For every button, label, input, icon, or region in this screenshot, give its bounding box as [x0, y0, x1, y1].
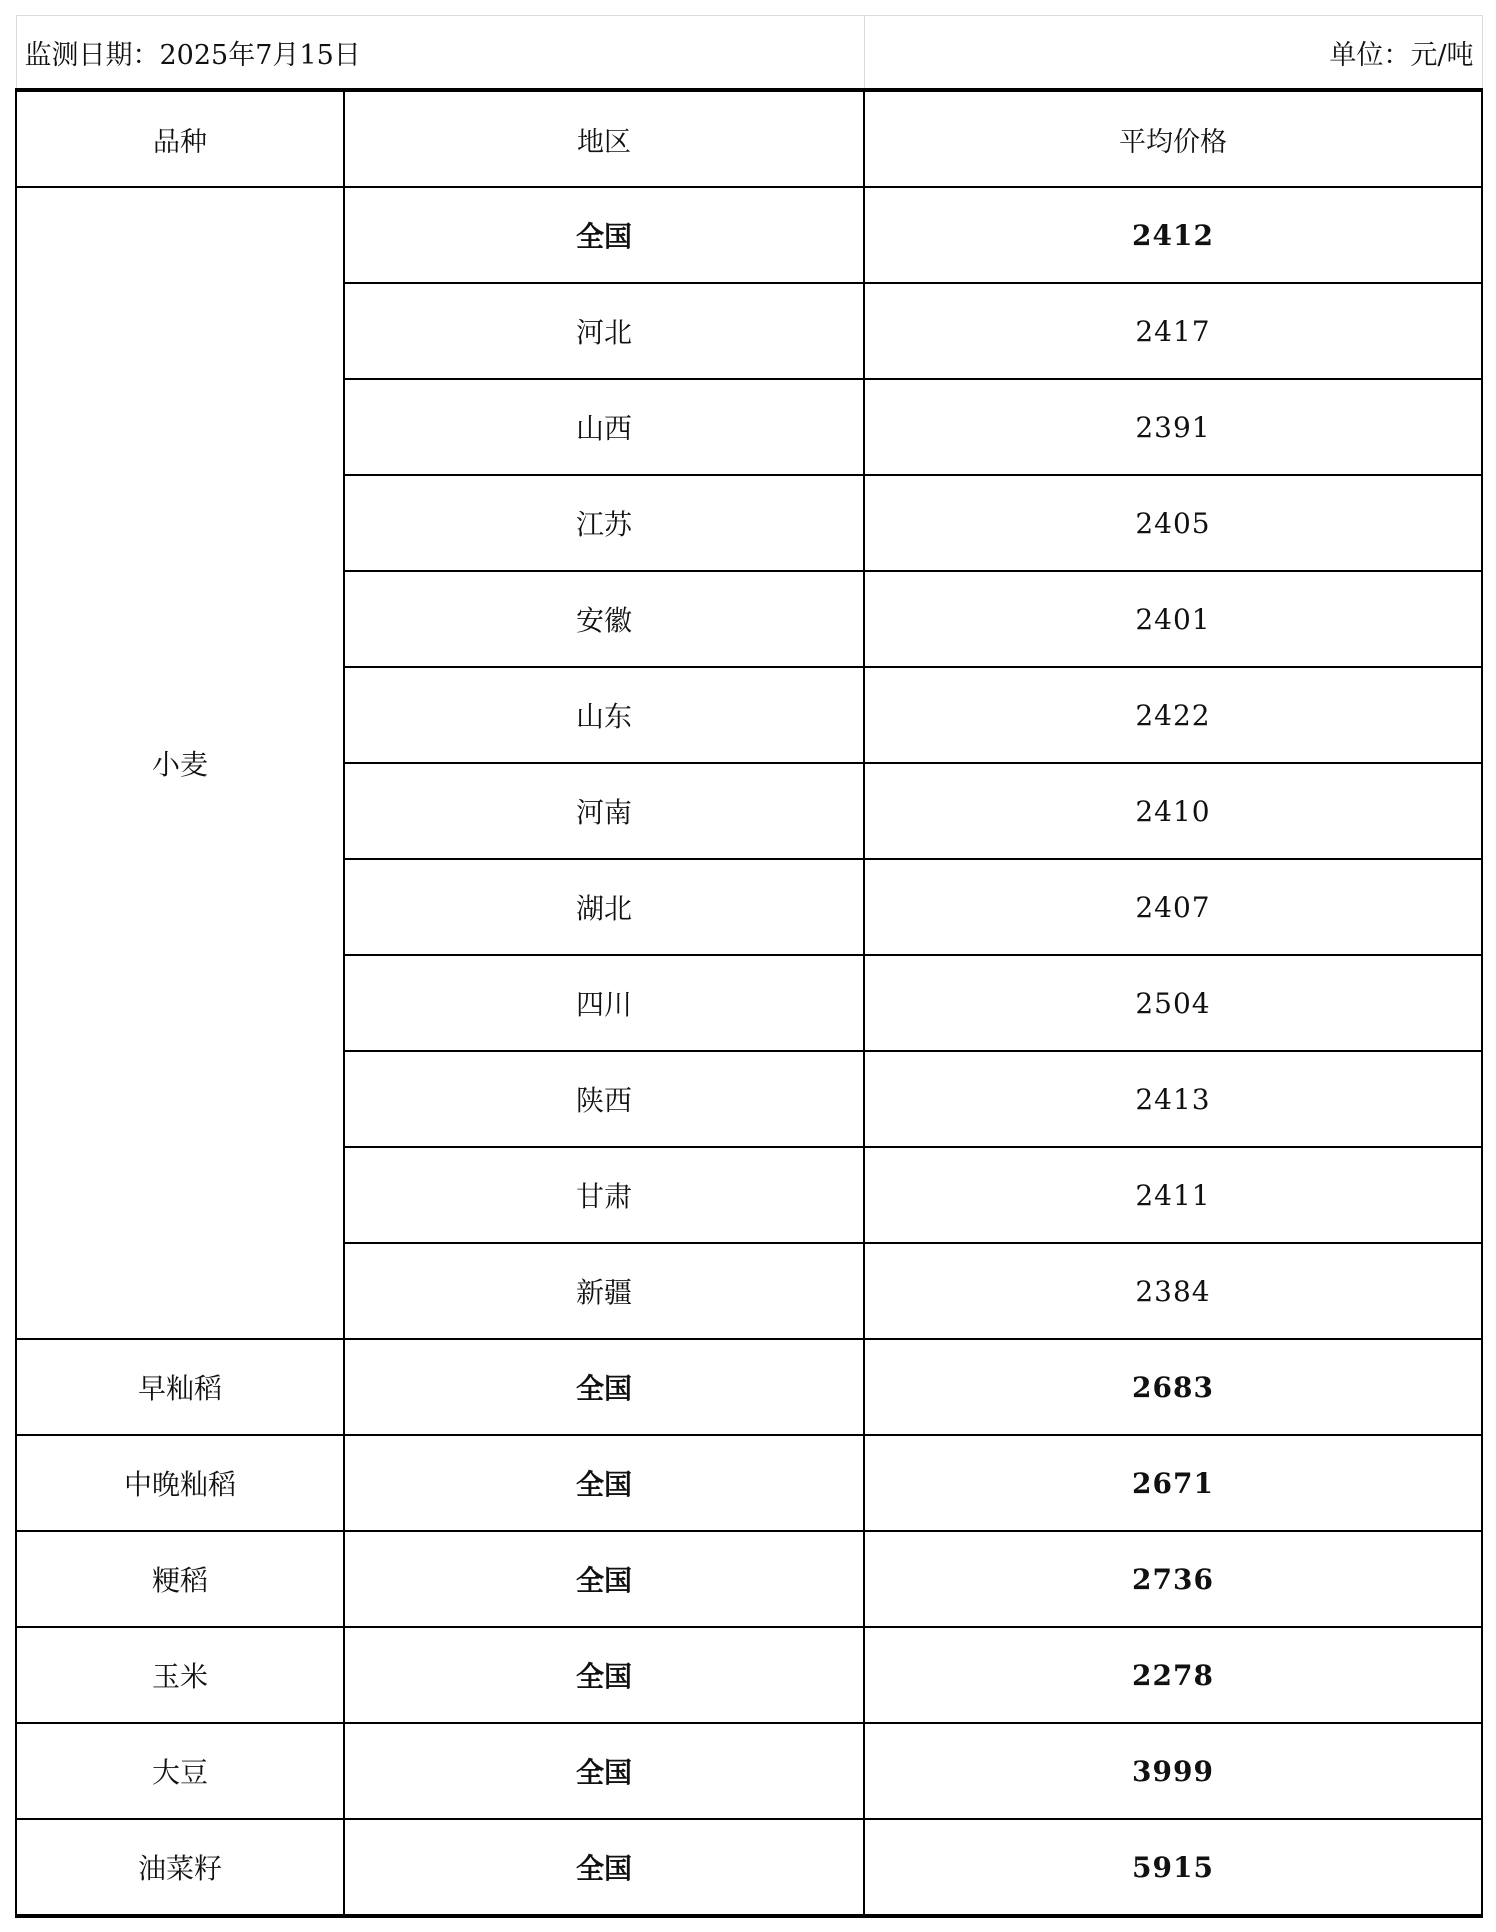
price-cell: 2405 — [864, 475, 1482, 571]
price-sheet — [15, 15, 1481, 1918]
variety-cell: 大豆 — [16, 1723, 344, 1819]
price-cell: 2407 — [864, 859, 1482, 955]
variety-cell: 油菜籽 — [16, 1819, 344, 1916]
region-cell: 湖北 — [344, 859, 864, 955]
region-cell: 山西 — [344, 379, 864, 475]
variety-cell: 中晚籼稻 — [16, 1435, 344, 1531]
region-cell: 新疆 — [344, 1243, 864, 1339]
price-cell: 2278 — [864, 1627, 1482, 1723]
variety-cell: 早籼稻 — [16, 1339, 344, 1435]
region-cell: 全国 — [344, 187, 864, 283]
region-cell: 山东 — [344, 667, 864, 763]
price-cell: 2413 — [864, 1051, 1482, 1147]
region-cell: 陕西 — [344, 1051, 864, 1147]
price-cell: 2504 — [864, 955, 1482, 1051]
table-row — [16, 1819, 1482, 1916]
region-cell: 全国 — [344, 1627, 864, 1723]
table-row — [16, 1339, 1482, 1435]
price-cell: 2417 — [864, 283, 1482, 379]
region-cell: 全国 — [344, 1819, 864, 1916]
table-row — [16, 1531, 1482, 1627]
region-cell: 安徽 — [344, 571, 864, 667]
region-cell: 甘肃 — [344, 1147, 864, 1243]
table-row — [16, 1435, 1482, 1531]
price-cell: 5915 — [864, 1819, 1482, 1916]
region-cell: 全国 — [344, 1723, 864, 1819]
variety-cell: 粳稻 — [16, 1531, 344, 1627]
price-cell: 2391 — [864, 379, 1482, 475]
table-row — [16, 1627, 1482, 1723]
region-cell: 四川 — [344, 955, 864, 1051]
unit-label: 单位：元/吨 — [864, 16, 1482, 91]
price-cell: 2422 — [864, 667, 1482, 763]
region-cell: 河北 — [344, 283, 864, 379]
meta-row — [16, 16, 1482, 91]
price-cell: 2410 — [864, 763, 1482, 859]
region-cell: 江苏 — [344, 475, 864, 571]
table-row — [16, 187, 1482, 283]
variety-cell: 玉米 — [16, 1627, 344, 1723]
region-cell: 河南 — [344, 763, 864, 859]
header-region: 地区 — [344, 90, 864, 187]
header-price: 平均价格 — [864, 90, 1482, 187]
price-cell: 2671 — [864, 1435, 1482, 1531]
monitor-date: 监测日期：2025年7月15日 — [16, 16, 864, 91]
price-cell: 2384 — [864, 1243, 1482, 1339]
variety-cell: 小麦 — [16, 187, 344, 1339]
price-cell: 2683 — [864, 1339, 1482, 1435]
region-cell: 全国 — [344, 1435, 864, 1531]
region-cell: 全国 — [344, 1531, 864, 1627]
price-cell: 2411 — [864, 1147, 1482, 1243]
price-cell: 2412 — [864, 187, 1482, 283]
header-variety: 品种 — [16, 90, 344, 187]
region-cell: 全国 — [344, 1339, 864, 1435]
price-cell: 2401 — [864, 571, 1482, 667]
table-row — [16, 1723, 1482, 1819]
price-cell: 3999 — [864, 1723, 1482, 1819]
price-cell: 2736 — [864, 1531, 1482, 1627]
header-row — [16, 90, 1482, 187]
price-table — [15, 15, 1483, 1918]
